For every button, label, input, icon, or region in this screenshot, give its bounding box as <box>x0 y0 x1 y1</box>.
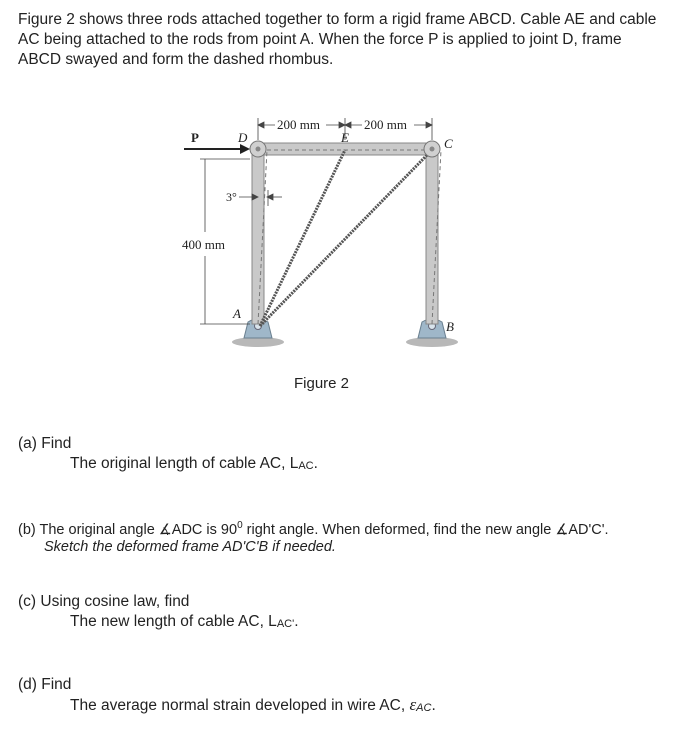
cable-AC <box>260 152 430 326</box>
label-E: E <box>341 130 349 145</box>
angle-label: 3° <box>226 190 237 204</box>
label-B: B <box>446 319 454 334</box>
figure-caption: Figure 2 <box>294 375 350 392</box>
part-d-question: The average normal strain developed in wire AC, εAC. <box>70 695 436 714</box>
part-c-title: (c) Using cosine law, find <box>18 593 190 610</box>
label-P: P <box>191 130 199 145</box>
dim-EC: 200 mm <box>364 117 407 132</box>
dim-height: 400 mm <box>182 237 225 252</box>
label-D: D <box>238 130 248 145</box>
label-C: C <box>444 136 453 151</box>
part-d-title: (d) Find <box>18 676 72 693</box>
dim-DE: 200 mm <box>277 117 320 132</box>
part-a-title: (a) Find <box>18 435 72 452</box>
cable-AE <box>260 150 345 326</box>
problem-statement: Figure 2 shows three rods attached together to form a rigid frame ABCD. Cable AE and cable AC being attached to the rods from point A. When the force P is applied to joint D, frame ABCD swayed and form the dashed rhombus. <box>18 11 657 68</box>
part-b-hint: Sketch the deformed frame AD'C'B if needed. <box>44 539 336 555</box>
part-c-question: The new length of cable AC, LAC'. <box>70 613 299 630</box>
part-a-question: The original length of cable AC, LAC. <box>70 455 318 472</box>
label-A: A <box>233 306 241 321</box>
part-b-question: (b) The original angle ∡ADC is $90^0$ right angle. When deformed, find the new angle ∡AD'C'. <box>18 520 609 538</box>
